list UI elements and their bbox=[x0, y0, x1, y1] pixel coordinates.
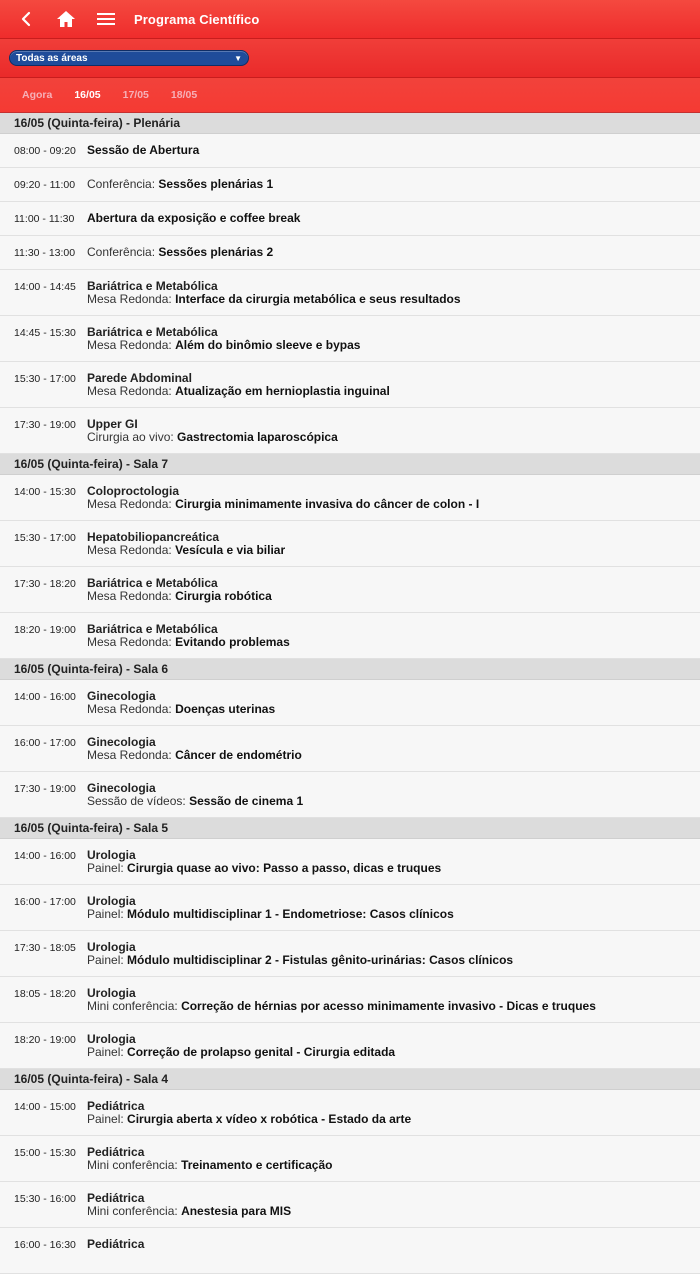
item-line bbox=[87, 749, 302, 762]
item-title: Cirurgia aberta x vídeo x robótica - Estado da arte bbox=[127, 1112, 412, 1126]
item-line bbox=[87, 1159, 332, 1172]
item-line bbox=[87, 385, 390, 398]
item-type: Mesa Redonda: bbox=[87, 497, 172, 511]
item-type: Painel: bbox=[87, 1045, 124, 1059]
item-type: Mesa Redonda: bbox=[87, 338, 172, 352]
item-line bbox=[87, 544, 285, 557]
schedule-item[interactable] bbox=[0, 475, 700, 521]
schedule-item[interactable] bbox=[0, 316, 700, 362]
section-header: 16/05 (Quinta-feira) - Sala 7 bbox=[0, 454, 700, 475]
item-time: 16:00 - 16:30 bbox=[14, 1239, 76, 1251]
item-line bbox=[87, 795, 303, 808]
schedule-item[interactable] bbox=[0, 1228, 700, 1274]
item-content bbox=[87, 1136, 332, 1172]
item-area: Pediátrica bbox=[87, 1145, 145, 1159]
schedule-item[interactable] bbox=[0, 236, 700, 270]
schedule-item[interactable] bbox=[0, 567, 700, 613]
item-time: 09:20 - 11:00 bbox=[14, 179, 76, 191]
item-content bbox=[87, 1090, 411, 1126]
area-filter-value: Todas as áreas bbox=[16, 52, 88, 64]
item-type: Mini conferência: bbox=[87, 1158, 178, 1172]
item-title: Câncer de endométrio bbox=[175, 748, 302, 762]
item-type: Painel: bbox=[87, 953, 124, 967]
item-time: 17:30 - 19:00 bbox=[14, 783, 76, 795]
tab-17-05[interactable]: 17/05 bbox=[122, 89, 149, 101]
item-time: 15:30 - 16:00 bbox=[14, 1193, 76, 1205]
item-content bbox=[87, 885, 454, 921]
item-type: Painel: bbox=[87, 907, 124, 921]
back-button[interactable] bbox=[6, 0, 46, 38]
area-filter-select[interactable] bbox=[9, 50, 249, 66]
item-time: 14:00 - 15:30 bbox=[14, 486, 76, 498]
item-time: 15:30 - 17:00 bbox=[14, 532, 76, 544]
item-content bbox=[87, 134, 199, 157]
item-area: Parede Abdominal bbox=[87, 371, 192, 385]
item-content bbox=[87, 236, 273, 259]
item-content bbox=[87, 521, 285, 557]
item-content bbox=[87, 839, 441, 875]
item-line bbox=[87, 212, 300, 225]
item-content bbox=[87, 726, 302, 762]
item-title: Correção de hérnias por acesso minimamente invasivo - Dicas e truques bbox=[181, 999, 596, 1013]
item-time: 14:00 - 16:00 bbox=[14, 691, 76, 703]
item-type: Conferência: bbox=[87, 177, 156, 191]
item-title: Vesícula e via biliar bbox=[175, 543, 286, 557]
item-content bbox=[87, 270, 461, 306]
item-type: Painel: bbox=[87, 1112, 124, 1126]
schedule-item[interactable] bbox=[0, 680, 700, 726]
item-line bbox=[87, 339, 360, 352]
item-title: Sessão de Abertura bbox=[87, 143, 200, 157]
schedule-item[interactable] bbox=[0, 202, 700, 236]
item-line bbox=[87, 703, 275, 716]
item-title: Sessões plenárias 1 bbox=[158, 177, 274, 191]
item-content bbox=[87, 613, 290, 649]
item-area: Ginecologia bbox=[87, 689, 156, 703]
schedule-item[interactable] bbox=[0, 168, 700, 202]
page-title: Programa Científico bbox=[134, 11, 260, 27]
item-area: Pediátrica bbox=[87, 1099, 145, 1113]
item-time: 14:45 - 15:30 bbox=[14, 327, 76, 339]
schedule-item[interactable] bbox=[0, 931, 700, 977]
item-type: Mesa Redonda: bbox=[87, 384, 172, 398]
menu-button[interactable] bbox=[86, 0, 126, 38]
item-type: Mesa Redonda: bbox=[87, 748, 172, 762]
item-area: Urologia bbox=[87, 1032, 136, 1046]
item-content bbox=[87, 680, 275, 716]
schedule-item[interactable] bbox=[0, 885, 700, 931]
item-line bbox=[87, 1205, 291, 1218]
item-area: Upper GI bbox=[87, 417, 138, 431]
day-tabs bbox=[0, 78, 700, 112]
schedule-item[interactable] bbox=[0, 1090, 700, 1136]
schedule-item[interactable] bbox=[0, 613, 700, 659]
item-area: Bariátrica e Metabólica bbox=[87, 279, 218, 293]
item-title: Interface da cirurgia metabólica e seus resultados bbox=[175, 292, 461, 306]
section-header: 16/05 (Quinta-feira) - Sala 6 bbox=[0, 659, 700, 680]
item-title: Anestesia para MIS bbox=[181, 1204, 292, 1218]
item-content bbox=[87, 168, 273, 191]
item-title: Módulo multidisciplinar 1 - Endometriose: Casos clínicos bbox=[127, 907, 454, 921]
item-content bbox=[87, 977, 596, 1013]
filter-bar bbox=[0, 39, 700, 78]
item-area: Urologia bbox=[87, 848, 136, 862]
schedule-item[interactable] bbox=[0, 408, 700, 454]
item-time: 11:00 - 11:30 bbox=[14, 213, 75, 225]
schedule-item[interactable] bbox=[0, 270, 700, 316]
item-content bbox=[87, 772, 303, 808]
item-line bbox=[87, 498, 479, 511]
tab-16-05[interactable]: 16/05 bbox=[74, 89, 101, 101]
item-content bbox=[87, 202, 300, 225]
item-content bbox=[87, 1023, 395, 1059]
item-content bbox=[87, 408, 338, 444]
item-time: 17:30 - 18:05 bbox=[14, 942, 76, 954]
item-title: Cirurgia minimamente invasiva do câncer de colon - I bbox=[175, 497, 480, 511]
item-title: Gastrectomia laparoscópica bbox=[177, 430, 338, 444]
item-line bbox=[87, 636, 290, 649]
home-button[interactable] bbox=[46, 0, 86, 38]
item-area: Urologia bbox=[87, 894, 136, 908]
item-title: Sessão de cinema 1 bbox=[189, 794, 304, 808]
item-type: Conferência: bbox=[87, 245, 156, 259]
item-line bbox=[87, 862, 441, 875]
item-area: Urologia bbox=[87, 986, 136, 1000]
item-title: Cirurgia robótica bbox=[175, 589, 272, 603]
item-time: 14:00 - 14:45 bbox=[14, 281, 76, 293]
item-time: 15:30 - 17:00 bbox=[14, 373, 76, 385]
item-line bbox=[87, 431, 338, 444]
item-title: Módulo multidisciplinar 2 - Fistulas gênito-urinárias: Casos clínicos bbox=[127, 953, 514, 967]
item-line bbox=[87, 1113, 411, 1126]
item-line bbox=[87, 1046, 395, 1059]
item-area: Hepatobiliopancreática bbox=[87, 530, 220, 544]
item-area: Pediátrica bbox=[87, 1237, 145, 1251]
schedule-list bbox=[0, 112, 700, 1274]
item-time: 11:30 - 13:00 bbox=[14, 247, 76, 259]
item-time: 18:05 - 18:20 bbox=[14, 988, 76, 1000]
item-area: Pediátrica bbox=[87, 1191, 145, 1205]
item-line bbox=[87, 1000, 596, 1013]
schedule-item[interactable] bbox=[0, 726, 700, 772]
hamburger-menu-icon bbox=[97, 12, 115, 26]
chevron-down-icon: ▼ bbox=[234, 53, 242, 63]
item-time: 17:30 - 19:00 bbox=[14, 419, 76, 431]
item-content bbox=[87, 1228, 144, 1251]
section-header: 16/05 (Quinta-feira) - Sala 5 bbox=[0, 818, 700, 839]
section-header: 16/05 (Quinta-feira) - Plenária bbox=[0, 113, 700, 134]
item-area: Bariátrica e Metabólica bbox=[87, 576, 218, 590]
home-icon bbox=[56, 10, 76, 28]
item-time: 14:00 - 16:00 bbox=[14, 850, 76, 862]
item-type: Mini conferência: bbox=[87, 1204, 178, 1218]
tab-agora[interactable]: Agora bbox=[22, 89, 53, 101]
item-line bbox=[87, 246, 273, 259]
item-time: 15:00 - 15:30 bbox=[14, 1147, 76, 1159]
item-title: Correção de prolapso genital - Cirurgia editada bbox=[127, 1045, 396, 1059]
item-content bbox=[87, 475, 479, 511]
tab-18-05[interactable]: 18/05 bbox=[170, 89, 198, 101]
item-title: Além do binômio sleeve e bypas bbox=[175, 338, 361, 352]
item-area: Ginecologia bbox=[87, 781, 156, 795]
item-type: Painel: bbox=[87, 861, 124, 875]
item-title: Sessões plenárias 2 bbox=[158, 245, 274, 259]
item-area: Ginecologia bbox=[87, 735, 156, 749]
item-title: Abertura da exposição e coffee break bbox=[87, 211, 301, 225]
item-line bbox=[87, 293, 461, 306]
item-type: Mesa Redonda: bbox=[87, 702, 172, 716]
item-area: Bariátrica e Metabólica bbox=[87, 622, 218, 636]
schedule-item[interactable] bbox=[0, 839, 700, 885]
item-line bbox=[87, 178, 273, 191]
schedule-item[interactable] bbox=[0, 1182, 700, 1228]
schedule-item[interactable] bbox=[0, 1136, 700, 1182]
item-line bbox=[87, 954, 513, 967]
item-time: 18:20 - 19:00 bbox=[14, 624, 76, 636]
item-line bbox=[87, 590, 272, 603]
item-type: Mini conferência: bbox=[87, 999, 178, 1013]
item-content bbox=[87, 931, 513, 967]
item-line bbox=[87, 908, 454, 921]
item-title: Atualização em hernioplastia inguinal bbox=[175, 384, 390, 398]
schedule-item[interactable] bbox=[0, 1023, 700, 1069]
chevron-left-icon bbox=[19, 11, 33, 27]
item-title: Evitando problemas bbox=[175, 635, 290, 649]
schedule-item[interactable] bbox=[0, 772, 700, 818]
item-title: Doenças uterinas bbox=[175, 702, 276, 716]
item-content bbox=[87, 316, 360, 352]
item-time: 14:00 - 15:00 bbox=[14, 1101, 76, 1113]
item-type: Mesa Redonda: bbox=[87, 589, 172, 603]
schedule-item[interactable] bbox=[0, 362, 700, 408]
schedule-item[interactable] bbox=[0, 134, 700, 168]
item-line bbox=[87, 144, 199, 157]
schedule-item[interactable] bbox=[0, 521, 700, 567]
item-type: Mesa Redonda: bbox=[87, 543, 172, 557]
schedule-item[interactable] bbox=[0, 977, 700, 1023]
item-time: 18:20 - 19:00 bbox=[14, 1034, 76, 1046]
item-title: Cirurgia quase ao vivo: Passo a passo, dicas e truques bbox=[127, 861, 442, 875]
item-type: Mesa Redonda: bbox=[87, 635, 172, 649]
item-type: Mesa Redonda: bbox=[87, 292, 172, 306]
item-time: 16:00 - 17:00 bbox=[14, 896, 76, 908]
item-content bbox=[87, 1182, 291, 1218]
item-area: Coloproctologia bbox=[87, 484, 179, 498]
item-type: Sessão de vídeos: bbox=[87, 794, 186, 808]
item-area: Bariátrica e Metabólica bbox=[87, 325, 218, 339]
item-area: Urologia bbox=[87, 940, 136, 954]
header-bar bbox=[0, 0, 700, 39]
item-time: 16:00 - 17:00 bbox=[14, 737, 76, 749]
item-time: 17:30 - 18:20 bbox=[14, 578, 76, 590]
item-title: Treinamento e certificação bbox=[181, 1158, 333, 1172]
item-content bbox=[87, 362, 390, 398]
item-type: Cirurgia ao vivo: bbox=[87, 430, 174, 444]
section-header: 16/05 (Quinta-feira) - Sala 4 bbox=[0, 1069, 700, 1090]
item-time: 08:00 - 09:20 bbox=[14, 145, 76, 157]
item-content bbox=[87, 567, 272, 603]
